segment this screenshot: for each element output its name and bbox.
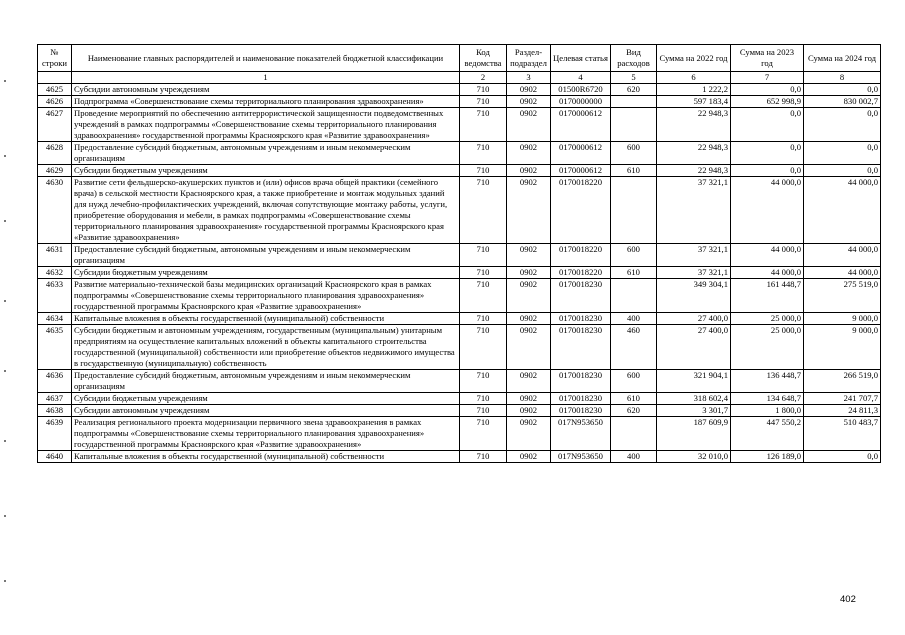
row-sum-2024: 0,0 [804,84,881,96]
row-sum-2023: 0,0 [731,165,804,177]
row-target: 0170018230 [551,405,611,417]
row-sum-2023: 134 648,7 [731,393,804,405]
row-sum-2022: 597 183,4 [657,96,731,108]
row-sum-2024: 44 000,0 [804,177,881,244]
row-section: 0902 [507,142,551,165]
row-dept-code: 710 [460,142,507,165]
row-exp-type [611,96,657,108]
row-sum-2023: 652 998,9 [731,96,804,108]
scan-margin-marks [4,60,8,600]
row-number: 4625 [38,84,72,96]
row-sum-2022: 37 321,1 [657,267,731,279]
row-number: 4632 [38,267,72,279]
table-row [38,393,881,405]
row-name: Капитальные вложения в объекты государственной (муниципальной) собственности [72,451,460,463]
scan-mark [4,80,6,82]
row-target: 0170018220 [551,267,611,279]
col-number: 8 [804,72,881,84]
row-sum-2024: 0,0 [804,451,881,463]
table-row [38,108,881,142]
table-row [38,279,881,313]
table-body [38,84,881,463]
col-number: 5 [611,72,657,84]
row-sum-2022: 318 602,4 [657,393,731,405]
row-section: 0902 [507,370,551,393]
row-sum-2023: 44 000,0 [731,244,804,267]
scan-mark [4,580,6,582]
row-sum-2023: 161 448,7 [731,279,804,313]
header-target: Целевая статья [551,45,611,72]
row-exp-type: 610 [611,393,657,405]
scan-mark [4,440,6,442]
row-number: 4629 [38,165,72,177]
row-exp-type: 400 [611,313,657,325]
row-sum-2024: 24 811,3 [804,405,881,417]
row-sum-2023: 0,0 [731,108,804,142]
header-exp-type: Вид расходов [611,45,657,72]
row-target: 0170000612 [551,142,611,165]
row-name: Субсидии бюджетным учреждениям [72,267,460,279]
row-name: Капитальные вложения в объекты государственной (муниципальной) собственности [72,313,460,325]
scan-mark [4,155,6,157]
row-exp-type: 620 [611,405,657,417]
row-sum-2023: 25 000,0 [731,313,804,325]
row-dept-code: 710 [460,84,507,96]
row-name: Развитие материально-технической базы медицинских организаций Красноярского края в рамках подпрограммы «Совершенствование схемы территориального планирования здравоохранения» государственной программы Красноярского края «Развитие здравоохранения» [72,279,460,313]
row-number: 4630 [38,177,72,244]
row-target: 01500R6720 [551,84,611,96]
table-row [38,417,881,451]
header-dept-code: Код ведомства [460,45,507,72]
row-name: Субсидии бюджетным и автономным учреждениям, государственным (муниципальным) унитарным предприятиям на осуществление капитальных вложений в объекты капитального строительства государственной (муниципальной) собственности или приобретение объектов недвижимого имущества в государственную (муниципальную) собственность [72,325,460,370]
row-target: 0170018230 [551,370,611,393]
row-name: Субсидии автономным учреждениям [72,405,460,417]
scan-mark [4,515,6,517]
row-sum-2022: 22 948,3 [657,108,731,142]
row-section: 0902 [507,279,551,313]
table-header-row [38,45,881,72]
row-target: 0170018230 [551,313,611,325]
row-number: 4633 [38,279,72,313]
row-sum-2022: 27 400,0 [657,313,731,325]
row-name: Проведение мероприятий по обеспечению антитеррористической защищенности подведомственных учреждений в рамках подпрограммы «Совершенствование схемы территориального планирования здравоохранения» государственной программы Красноярского края «Развитие здравоохранения» [72,108,460,142]
row-sum-2022: 321 904,1 [657,370,731,393]
row-dept-code: 710 [460,108,507,142]
row-sum-2024: 241 707,7 [804,393,881,405]
header-2024: Сумма на 2024 год [804,45,881,72]
row-sum-2022: 22 948,3 [657,165,731,177]
col-number: 3 [507,72,551,84]
row-dept-code: 710 [460,267,507,279]
row-name: Субсидии бюджетным учреждениям [72,165,460,177]
row-target: 0170018220 [551,244,611,267]
row-sum-2023: 136 448,7 [731,370,804,393]
row-target: 0170018230 [551,279,611,313]
row-exp-type: 620 [611,84,657,96]
row-section: 0902 [507,177,551,244]
col-number: 6 [657,72,731,84]
row-dept-code: 710 [460,96,507,108]
table-row [38,177,881,244]
row-sum-2024: 9 000,0 [804,313,881,325]
row-sum-2023: 44 000,0 [731,267,804,279]
row-sum-2023: 0,0 [731,142,804,165]
row-target: 0170000612 [551,165,611,177]
row-dept-code: 710 [460,177,507,244]
row-sum-2024: 510 483,7 [804,417,881,451]
row-number: 4626 [38,96,72,108]
row-sum-2023: 25 000,0 [731,325,804,370]
row-name: Предоставление субсидий бюджетным, автономным учреждениям и иным некоммерческим организациям [72,142,460,165]
row-sum-2024: 44 000,0 [804,267,881,279]
row-dept-code: 710 [460,405,507,417]
row-exp-type: 600 [611,142,657,165]
row-section: 0902 [507,244,551,267]
table-row [38,244,881,267]
row-sum-2022: 37 321,1 [657,177,731,244]
table-row [38,325,881,370]
row-sum-2022: 27 400,0 [657,325,731,370]
row-name: Субсидии бюджетным учреждениям [72,393,460,405]
row-section: 0902 [507,405,551,417]
row-section: 0902 [507,108,551,142]
row-section: 0902 [507,84,551,96]
row-exp-type [611,108,657,142]
row-sum-2024: 9 000,0 [804,325,881,370]
row-section: 0902 [507,267,551,279]
row-sum-2022: 3 301,7 [657,405,731,417]
row-section: 0902 [507,417,551,451]
row-number: 4634 [38,313,72,325]
row-sum-2024: 275 519,0 [804,279,881,313]
row-name: Предоставление субсидий бюджетным, автономным учреждениям и иным некоммерческим организациям [72,244,460,267]
row-sum-2024: 0,0 [804,142,881,165]
row-number: 4638 [38,405,72,417]
header-name: Наименование главных распорядителей и наименование показателей бюджетной классификации [72,45,460,72]
table-row [38,84,881,96]
row-dept-code: 710 [460,244,507,267]
header-2022: Сумма на 2022 год [657,45,731,72]
row-sum-2023: 1 800,0 [731,405,804,417]
column-number-row [38,72,881,84]
header-section: Раздел-подраздел [507,45,551,72]
table-row [38,405,881,417]
col-number: 4 [551,72,611,84]
scan-mark [4,370,6,372]
row-sum-2022: 32 010,0 [657,451,731,463]
row-dept-code: 710 [460,393,507,405]
row-sum-2024: 266 519,0 [804,370,881,393]
row-number: 4637 [38,393,72,405]
row-exp-type [611,177,657,244]
scan-mark [4,300,6,302]
col-number: 7 [731,72,804,84]
row-target: 0170018220 [551,177,611,244]
row-target: 0170018230 [551,325,611,370]
row-target: 017N953650 [551,451,611,463]
row-dept-code: 710 [460,279,507,313]
row-name: Субсидии автономным учреждениям [72,84,460,96]
row-sum-2023: 447 550,2 [731,417,804,451]
row-sum-2022: 187 609,9 [657,417,731,451]
row-number: 4627 [38,108,72,142]
row-name: Реализация регионального проекта модернизации первичного звена здравоохранения в рамках подпрограммы «Совершенствование схемы территориального планирования здравоохранения» государственной программы Красноярского края «Развитие здравоохранения» [72,417,460,451]
col-number [38,72,72,84]
row-name: Предоставление субсидий бюджетным, автономным учреждениям и иным некоммерческим организациям [72,370,460,393]
row-target: 017N953650 [551,417,611,451]
row-sum-2023: 126 189,0 [731,451,804,463]
row-section: 0902 [507,165,551,177]
budget-table [37,44,881,463]
row-exp-type: 610 [611,165,657,177]
table-row [38,142,881,165]
row-sum-2024: 830 002,7 [804,96,881,108]
col-number: 2 [460,72,507,84]
row-name: Подпрограмма «Совершенствование схемы территориального планирования здравоохранения» [72,96,460,108]
row-sum-2024: 0,0 [804,165,881,177]
row-sum-2024: 44 000,0 [804,244,881,267]
row-sum-2022: 1 222,2 [657,84,731,96]
table-row [38,370,881,393]
table-row [38,165,881,177]
row-exp-type [611,417,657,451]
table-row [38,96,881,108]
row-section: 0902 [507,313,551,325]
row-number: 4639 [38,417,72,451]
row-name: Развитие сети фельдшерско-акушерских пунктов и (или) офисов врача общей практики (семейного врача) в сельской местности Красноярского края, а также приобретение и монтаж модульных зданий для нужд лечебно-профилактических учреждений, включая сопутствующие монтажу работы, услуги, приобретение оборудования и мебели, в рамках подпрограммы «Совершенствование схемы территориального планирования здравоохранения» государственной программы Красноярского края «Развитие здравоохранения» [72,177,460,244]
header-row-no: № строки [38,45,72,72]
row-exp-type: 600 [611,244,657,267]
row-exp-type [611,279,657,313]
row-section: 0902 [507,451,551,463]
row-exp-type: 600 [611,370,657,393]
row-dept-code: 710 [460,165,507,177]
row-dept-code: 710 [460,451,507,463]
row-exp-type: 610 [611,267,657,279]
row-number: 4628 [38,142,72,165]
row-sum-2023: 44 000,0 [731,177,804,244]
row-dept-code: 710 [460,417,507,451]
row-section: 0902 [507,325,551,370]
header-2023: Сумма на 2023 год [731,45,804,72]
row-sum-2022: 22 948,3 [657,142,731,165]
row-sum-2023: 0,0 [731,84,804,96]
row-number: 4635 [38,325,72,370]
row-number: 4631 [38,244,72,267]
budget-table-sheet [37,44,880,463]
table-row [38,267,881,279]
row-sum-2022: 37 321,1 [657,244,731,267]
row-target: 0170000000 [551,96,611,108]
page-number: 402 [840,594,856,605]
row-target: 0170000612 [551,108,611,142]
row-sum-2024: 0,0 [804,108,881,142]
table-row [38,451,881,463]
row-dept-code: 710 [460,325,507,370]
row-number: 4636 [38,370,72,393]
row-section: 0902 [507,393,551,405]
row-section: 0902 [507,96,551,108]
row-target: 0170018230 [551,393,611,405]
row-number: 4640 [38,451,72,463]
col-number: 1 [72,72,460,84]
row-exp-type: 460 [611,325,657,370]
scan-mark [4,220,6,222]
row-exp-type: 400 [611,451,657,463]
row-dept-code: 710 [460,370,507,393]
table-row [38,313,881,325]
row-dept-code: 710 [460,313,507,325]
row-sum-2022: 349 304,1 [657,279,731,313]
